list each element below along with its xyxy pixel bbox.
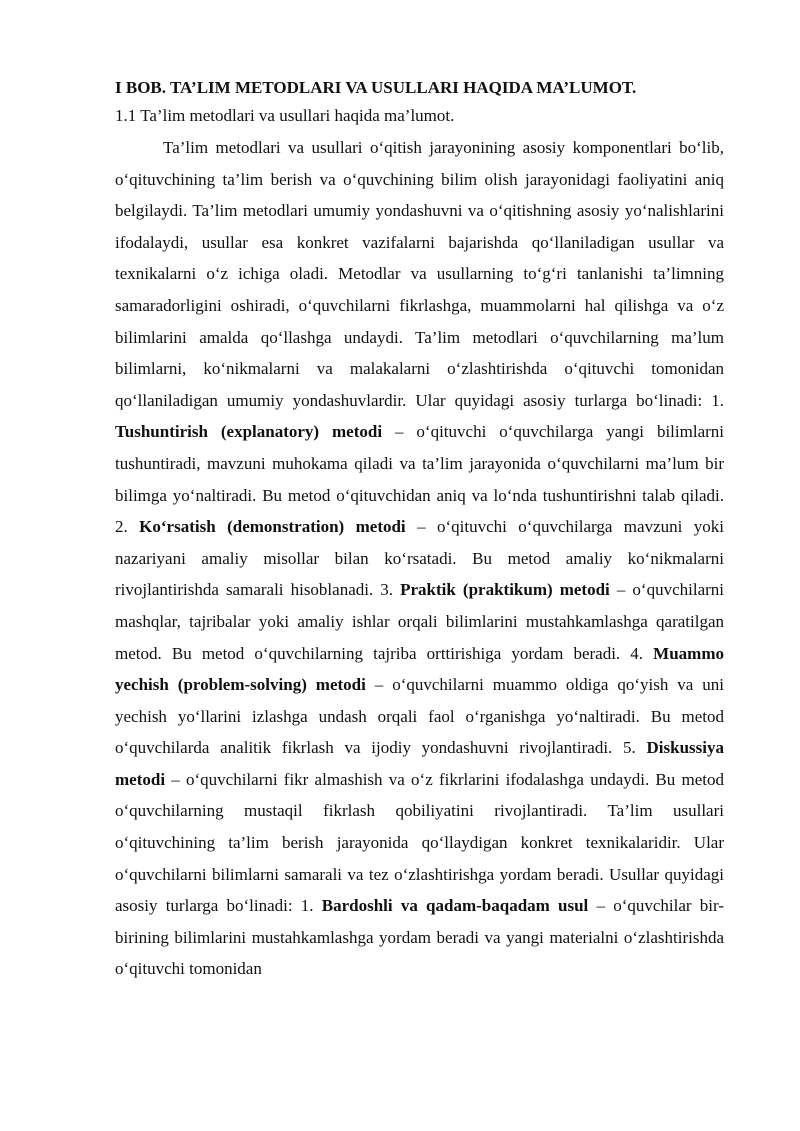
body-run: – o‘quvchilarni muammo oldiga qo‘yish va uni yechish yo‘llarini izlashga undash orqali faol o‘rganishga yo‘naltiradi. Bu metod o‘quvchilarda analitik fikrlash va ijodiy yondashuvni rivojlantiradi. 5. [115, 675, 724, 758]
method-term: Ko‘rsatish (demonstration) metodi [139, 517, 406, 537]
section-subheading: 1.1 Ta’lim metodlari va usullari haqida ma’lumot. [115, 106, 455, 125]
body-run: – o‘qituvchi o‘quvchilarga mavzuni yoki nazariyani amaliy misollar bilan ko‘rsatadi. Bu metod amaliy ko‘nikmalarni rivojlantirishda samarali hisoblanadi. 3. [115, 517, 724, 600]
document-page [115, 74, 724, 985]
method-term: Praktik (praktikum) metodi [400, 580, 610, 600]
method-term: Tushuntirish (explanatory) metodi [115, 422, 383, 442]
body-run: – o‘quvchilarni fikr almashish va o‘z fikrlarini ifodalashga undaydi. Bu metod o‘quvchilarning mustaqil fikrlash qobiliyatini rivojlantiradi. Ta’lim usullari o‘qituvchining ta’lim berish jarayonida qo‘llaydigan konkret texnikalaridir. Ular o‘quvchilarni bilimlarni samarali va tez o‘zlashtirishga yordam beradi. Usullar quyidagi asosiy turlarga bo‘linadi: 1. [115, 769, 724, 916]
body-run: – o‘qituvchi o‘quvchilarga yangi bilimlarni tushuntiradi, mavzuni muhokama qiladi va ta’lim jarayonida o‘quvchilarni ma’lum bir bilimga yo‘naltiradi. Bu metod o‘qituvchidan aniq va lo‘nda tushuntirishni talab qiladi. 2. [115, 422, 725, 537]
body-paragraph [115, 132, 724, 985]
method-term: Muammo yechish (problem-solving) metodi [115, 643, 724, 695]
method-term: Bardoshli va qadam-baqadam usul [321, 896, 589, 916]
body-run: – o‘quvchilar bir-birining bilimlarini mustahkamlashga yordam beradi va yangi materialni o‘zlashtirishda o‘qituvchi tomonidan [115, 896, 724, 979]
body-run: – o‘quvchilarni mashqlar, tajribalar yoki amaliy ishlar orqali bilimlarini mustahkamlashga qaratilgan metod. Bu metod o‘quvchilarning tajriba orttirishiga yordam beradi. 4. [115, 580, 725, 663]
chapter-heading: I BOB. TA’LIM METODLARI VA USULLARI HAQIDA MA’LUMOT. [115, 78, 637, 97]
method-term: Diskussiya metodi [115, 738, 724, 789]
body-run: Ta’lim metodlari va usullari o‘qitish jarayonining asosiy komponentlari bo‘lib, o‘qituvchining ta’lim berish va o‘quvchining bilim olish jarayonidagi faoliyatini aniq belgilaydi. Ta’lim metodlari umumiy yondashuvni va o‘qitishning asosiy yo‘nalishlarini ifodalaydi, usullar esa konkret vazifalarni bajarishda qo‘llaniladigan usullar va texnikalarni o‘z ichiga oladi. Metodlar va usullarning to‘g‘ri tanlanishi ta’limning samaradorligini oshiradi, o‘quvchilarni fikrlashga, muammolarni hal qilishga va o‘z bilimlarini amalda qo‘llashga undaydi. Ta’lim metodlari o‘quvchilarning ma’lum bilimlarni, ko‘nikmalarni va malakalarni o‘zlashtirishda o‘qituvchi tomonidan qo‘llaniladigan umumiy yondashuvlardir. Ular quyidagi asosiy turlarga bo‘linadi: 1. [115, 138, 724, 410]
